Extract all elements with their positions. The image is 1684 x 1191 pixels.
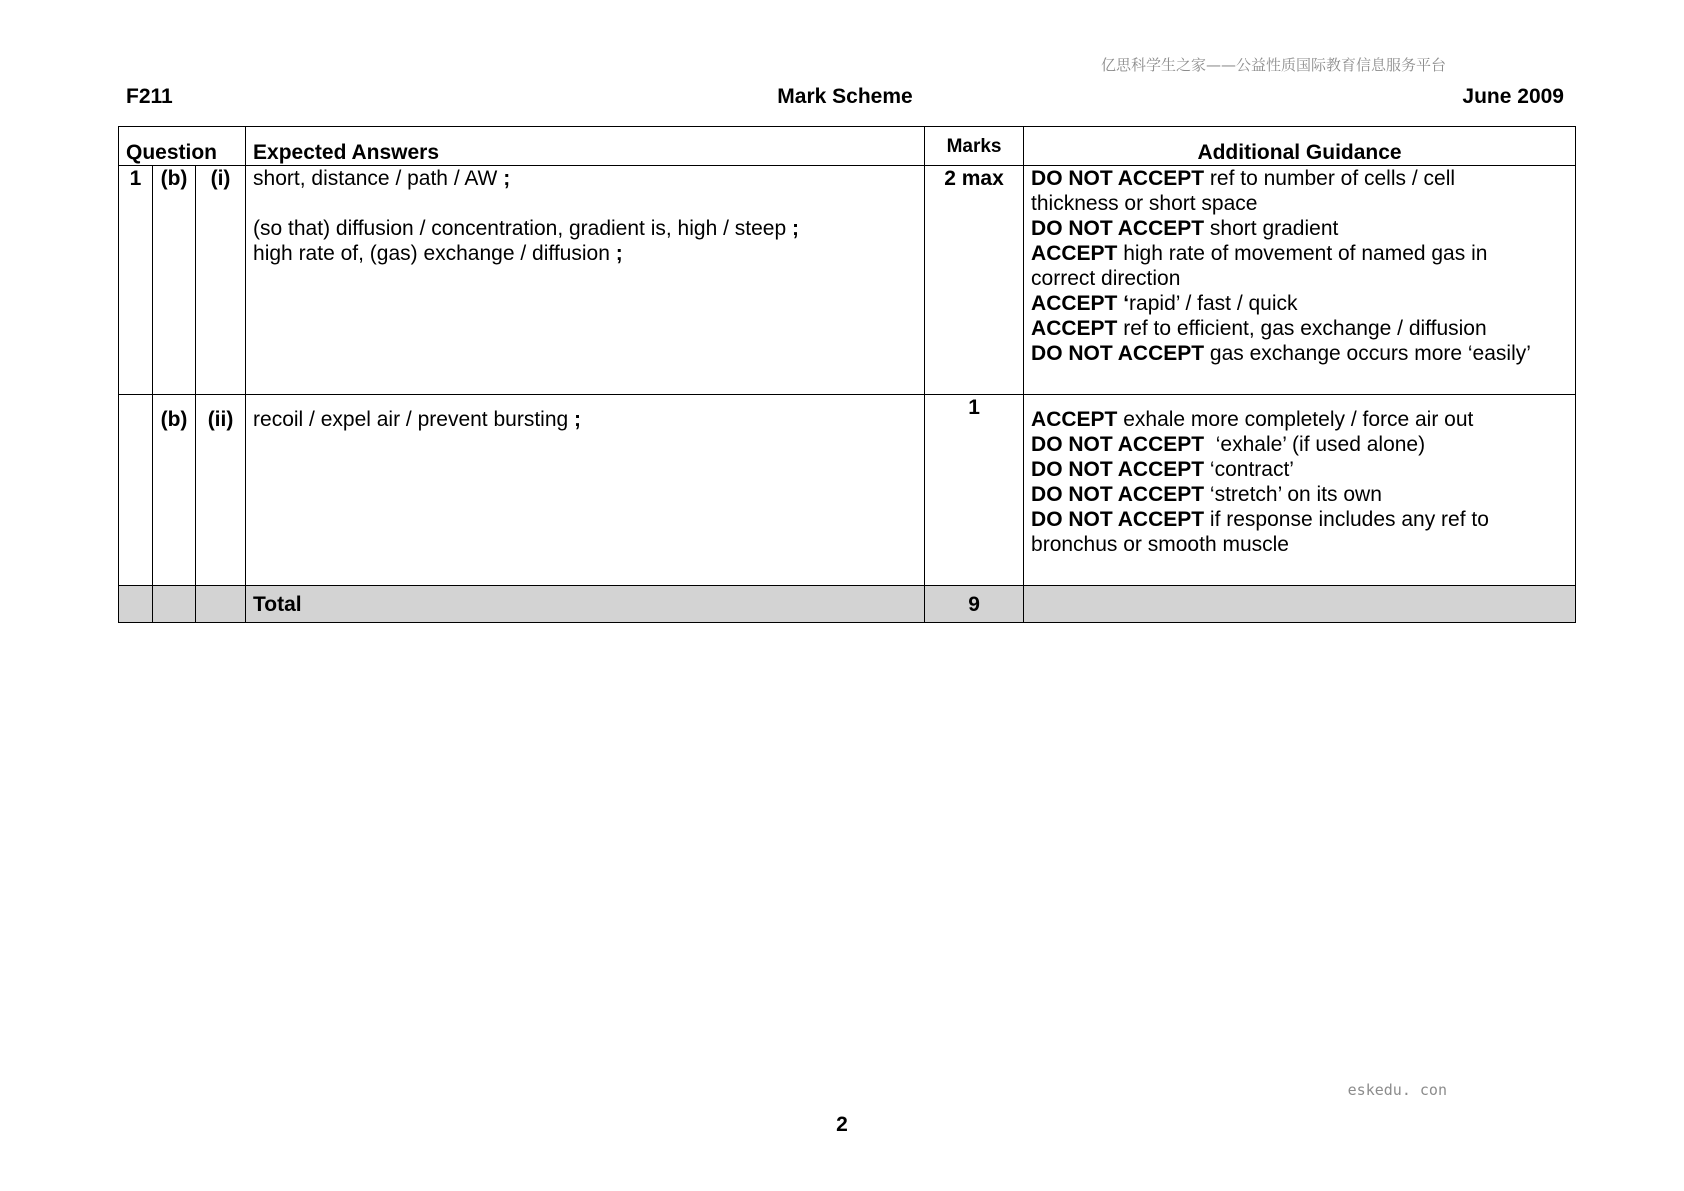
- guidance-line: correct direction: [1031, 267, 1181, 290]
- answer-line: recoil / expel air / prevent bursting ;: [253, 408, 582, 431]
- guidance-line: ACCEPT high rate of movement of named gas in: [1031, 242, 1488, 265]
- question-header: Question: [119, 127, 246, 166]
- guidance-line: DO NOT ACCEPT ‘contract’: [1031, 458, 1294, 481]
- total-blank-cell: [153, 586, 196, 623]
- mark-scheme-table: [118, 126, 1576, 623]
- guidance-line: DO NOT ACCEPT short gradient: [1031, 217, 1339, 240]
- guidance-header: Additional Guidance: [1024, 127, 1576, 166]
- exam-session: June 2009: [1462, 85, 1564, 108]
- header-row: [119, 127, 1576, 166]
- guidance-line: bronchus or smooth muscle: [1031, 533, 1289, 556]
- additional-guidance: [1024, 166, 1576, 395]
- question-part: (b): [153, 395, 196, 586]
- paper-code: F211: [126, 85, 173, 108]
- total-row: [119, 586, 1576, 623]
- marks-value: 1: [925, 395, 1024, 586]
- total-blank-cell: [196, 586, 246, 623]
- question-part: (b): [153, 166, 196, 395]
- answer-line: short, distance / path / AW ;: [253, 167, 511, 190]
- total-blank-cell: [119, 586, 153, 623]
- watermark-bottom: eskedu. con: [1347, 1081, 1447, 1099]
- expected-answers: [246, 395, 925, 586]
- guidance-line: DO NOT ACCEPT ref to number of cells / cell: [1031, 167, 1456, 190]
- question-subpart: (ii): [196, 395, 246, 586]
- guidance-line: DO NOT ACCEPT ‘exhale’ (if used alone): [1031, 433, 1426, 456]
- table-row: [119, 395, 1576, 586]
- total-marks: 9: [925, 586, 1024, 623]
- additional-guidance: [1024, 395, 1576, 586]
- marks-header: Marks: [925, 127, 1024, 166]
- watermark-top: 亿思科学生之家——公益性质国际教育信息服务平台: [1100, 56, 1446, 74]
- guidance-line: ACCEPT ref to efficient, gas exchange / diffusion: [1031, 317, 1487, 340]
- total-label: Total: [246, 586, 925, 623]
- question-subpart: (i): [196, 166, 246, 395]
- guidance-line: DO NOT ACCEPT ‘stretch’ on its own: [1031, 483, 1382, 506]
- question-number: 1: [119, 166, 153, 395]
- total-blank-cell: [1024, 586, 1576, 623]
- marks-value: 2 max: [925, 166, 1024, 395]
- answer-line: (so that) diffusion / concentration, gradient is, high / steep ;: [253, 217, 799, 240]
- page-header: [126, 85, 1564, 115]
- question-number: [119, 395, 153, 586]
- table-row: [119, 166, 1576, 395]
- answers-header: Expected Answers: [246, 127, 925, 166]
- guidance-line: DO NOT ACCEPT if response includes any ref to: [1031, 508, 1489, 531]
- answer-line: high rate of, (gas) exchange / diffusion ;: [253, 242, 623, 265]
- guidance-line: DO NOT ACCEPT gas exchange occurs more ‘easily’: [1031, 342, 1531, 365]
- spacer: [253, 191, 917, 216]
- expected-answers: [246, 166, 925, 395]
- guidance-line: ACCEPT exhale more completely / force air out: [1031, 408, 1474, 431]
- guidance-line: ACCEPT ‘rapid’ / fast / quick: [1031, 292, 1298, 315]
- document-title: Mark Scheme: [777, 85, 913, 108]
- page-number: 2: [836, 1113, 848, 1136]
- guidance-line: thickness or short space: [1031, 192, 1258, 215]
